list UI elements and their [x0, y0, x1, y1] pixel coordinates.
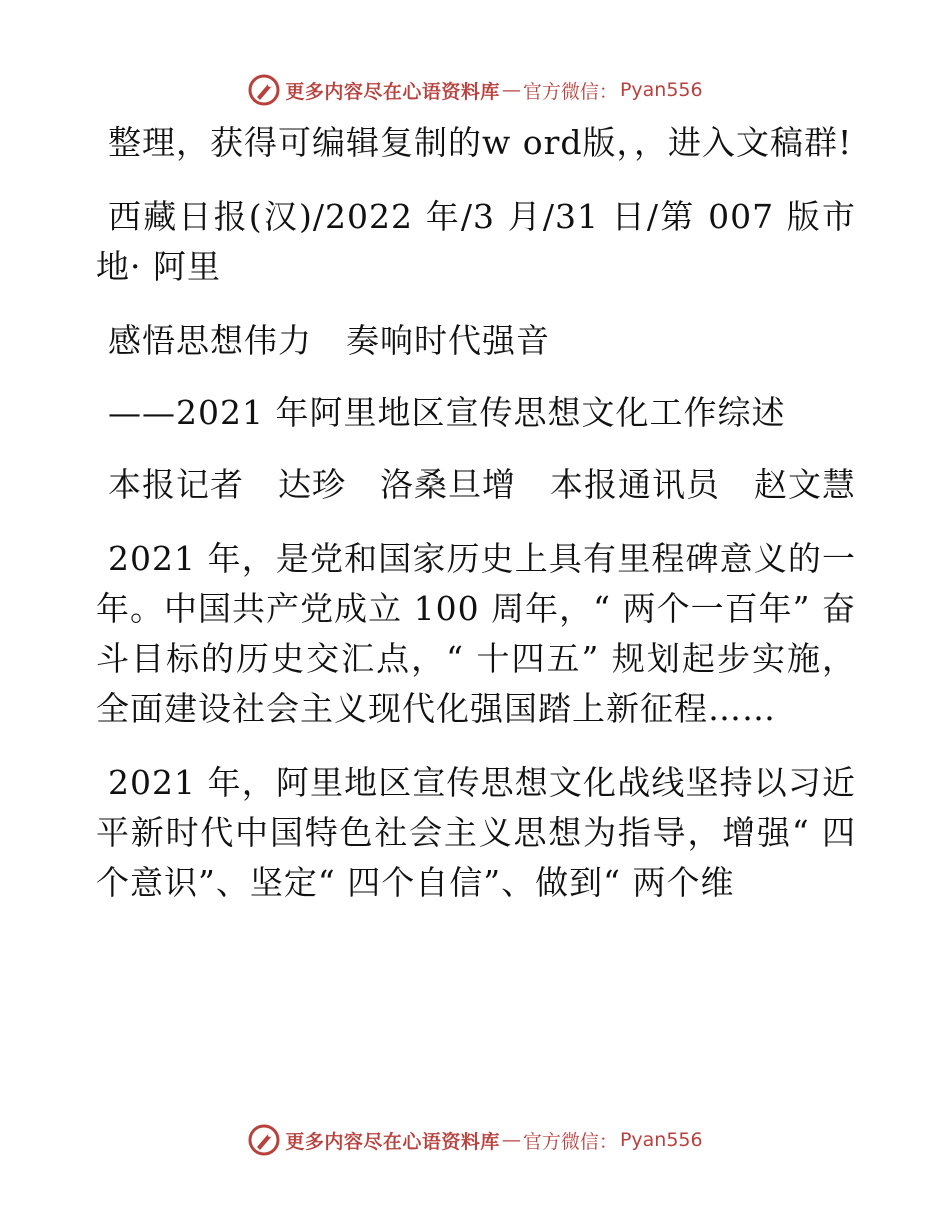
watermark-wechat-label: 官方微信：: [522, 80, 618, 103]
pen-nib-circle-icon: [247, 1123, 281, 1157]
watermark-wechat-id: Pyan556: [619, 1129, 703, 1151]
watermark-banner-top: [0, 70, 950, 110]
watermark-separator: —: [501, 79, 521, 101]
source-line: 西藏日报(汉)/2022 年/3 月/31 日/第 007 版市地· 阿里: [96, 197, 856, 286]
watermark-text: 更多内容尽在心语资料库: [285, 1130, 500, 1153]
watermark-banner-bottom: [0, 1120, 950, 1160]
body-paragraph-2: 2021 年，阿里地区宣传思想文化战线坚持以习近平新时代中国特色社会主义思想为指导，增强“ 四个意识”、坚定“ 四个自信”、做到“ 两个维: [96, 763, 856, 902]
pen-nib-circle-icon: [247, 73, 281, 107]
byline: 本报记者 达珍 洛桑旦增 本报通讯员 赵文慧: [108, 465, 856, 504]
watermark-wechat-id: Pyan556: [619, 79, 703, 101]
intro-paragraph: 整理，获得可编辑复制的w ord版，，进入文稿群!: [108, 123, 853, 162]
document-body: [96, 118, 856, 932]
article-subtitle: ——2021 年阿里地区宣传思想文化工作综述: [108, 393, 786, 432]
watermark-wechat-label: 官方微信：: [522, 1130, 618, 1153]
watermark-text: 更多内容尽在心语资料库: [285, 80, 500, 103]
article-title: 感悟思想伟力 奏响时代强音: [108, 321, 550, 360]
watermark-separator: —: [501, 1129, 521, 1151]
body-paragraph-1: 2021 年，是党和国家历史上具有里程碑意义的一年。中国共产党成立 100 周年，“ 两个一百年” 奋斗目标的历史交汇点，“ 十四五” 规划起步实施，全面建设社会主义现代化强国踏上新征程……: [96, 539, 856, 728]
